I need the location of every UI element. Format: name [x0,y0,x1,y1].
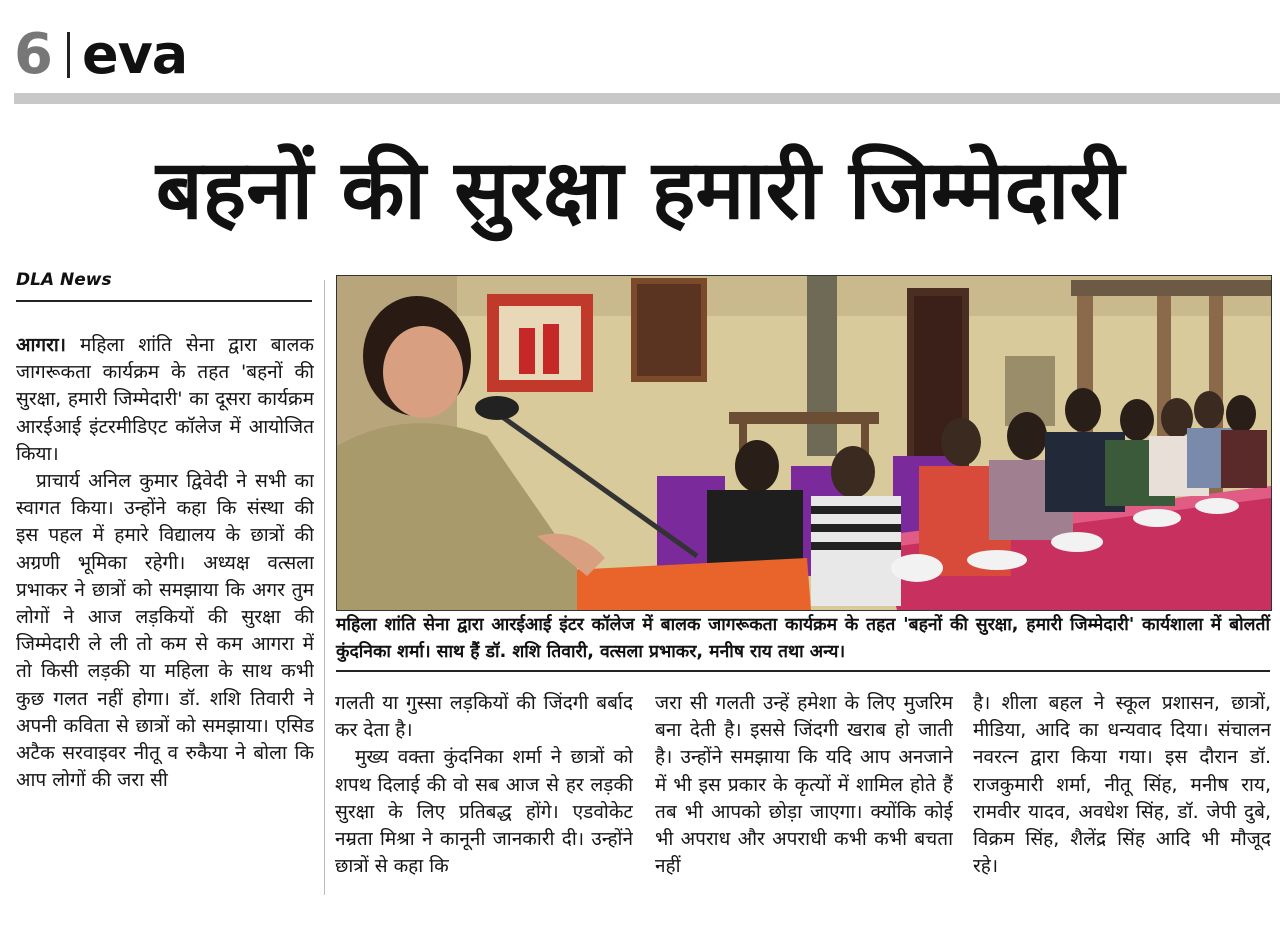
section-name: eva [81,23,188,86]
column-divider [324,280,325,895]
paragraph-text: महिला शांति सेना द्वारा बालक जागरूकता कार्यक्रम के तहत 'बहनों की सुरक्षा, हमारी जिम्मेदारी' का दूसरा कार्यक्रम आरईआई इंटरमीडिएट कॉलेज में आयोजित किया। [16,334,314,465]
article-column-4 [973,690,1271,900]
caption-rule [336,670,1270,672]
article-paragraph [16,332,314,468]
masthead-divider [67,32,70,78]
article-paragraph: गलती या गुस्सा लड़कियों की जिंदगी बर्बाद कर देता है। [335,692,633,742]
photo-scene [337,276,1271,610]
article-paragraph: प्राचार्य अनिल कुमार द्विवेदी ने सभी का स्वागत किया। उन्होंने कहा कि संस्था की इस पहल में हमारे विद्यालय के छात्रों की अग्रणी भूमिका रहेगी। अध्यक्ष वत्सला प्रभाकर ने छात्रों को समझाया कि अगर तुम लोगों ने आज लड़कियों की सुरक्षा की जिम्मेदारी ले ली तो कम से कम आगरा में तो किसी लड़की या महिला के साथ कभी कुछ गलत नहीं होगा। डॉ. शशि तिवारी ने अपनी कविता से छात्रों को समझाया। एसिड अटैक सरवाइवर नीतू व रुकैया ने बोला कि आप लोगों की जरा सी [16,470,314,792]
byline: DLA News [16,270,112,290]
article-paragraph: है। शीला बहल ने स्कूल प्रशासन, छात्रों, मीडिया, आदि का धन्यवाद दिया। संचालन नवरत्न द्वारा किया गया। इस दौरान डॉ. राजकुमारी शर्मा, नीतू सिंह, मनीष राय, रामवीर यादव, अवधेश सिंह, डॉ. जेपी दुबे, विक्रम सिंह, शैलेंद्र सिंह आदि भी मौजूद रहे। [973,692,1271,878]
masthead-rule [14,93,1280,104]
article-column-1 [16,332,314,902]
dateline: आगरा। [16,334,67,356]
article-paragraph: जरा सी गलती उन्हें हमेशा के लिए मुजरिम बना देती है। इससे जिंदगी खराब हो जाती है। उन्होंने समझाया कि यदि आप अनजाने में भी इस प्रकार के कृत्यों में शामिल होते हैं तब भी आपको छोड़ा जाएगा। क्योंकि कोई भी अपराध और अपराधी कभी कभी बचता नहीं [655,692,953,878]
byline-rule [16,300,312,302]
photo-caption: महिला शांति सेना द्वारा आरईआई इंटर कॉलेज में बालक जागरूकता कार्यक्रम के तहत 'बहनों की सुरक्षा, हमारी जिम्मेदारी' कार्यशाला में बोलतीं कुंदनिका शर्मा। साथ हैं डॉ. शशि तिवारी, वत्सला प्रभाकर, मनीष राय तथा अन्य। [336,615,1270,662]
article-column-3 [655,690,953,900]
article-column-2 [335,690,633,900]
masthead [14,20,187,90]
article-paragraph: मुख्य वक्ता कुंदनिका शर्मा ने छात्रों को शपथ दिलाई की वो सब आज से हर लड़की सुरक्षा के लिए प्रतिबद्ध होंगे। एडवोकेट नम्रता मिश्रा ने कानूनी जानकारी दी। उन्होंने छात्रों से कहा कि [335,746,633,878]
news-photo [336,275,1272,611]
headline: बहनों की सुरक्षा हमारी जिम्मेदारी [155,143,1125,238]
page-number: 6 [14,22,53,87]
